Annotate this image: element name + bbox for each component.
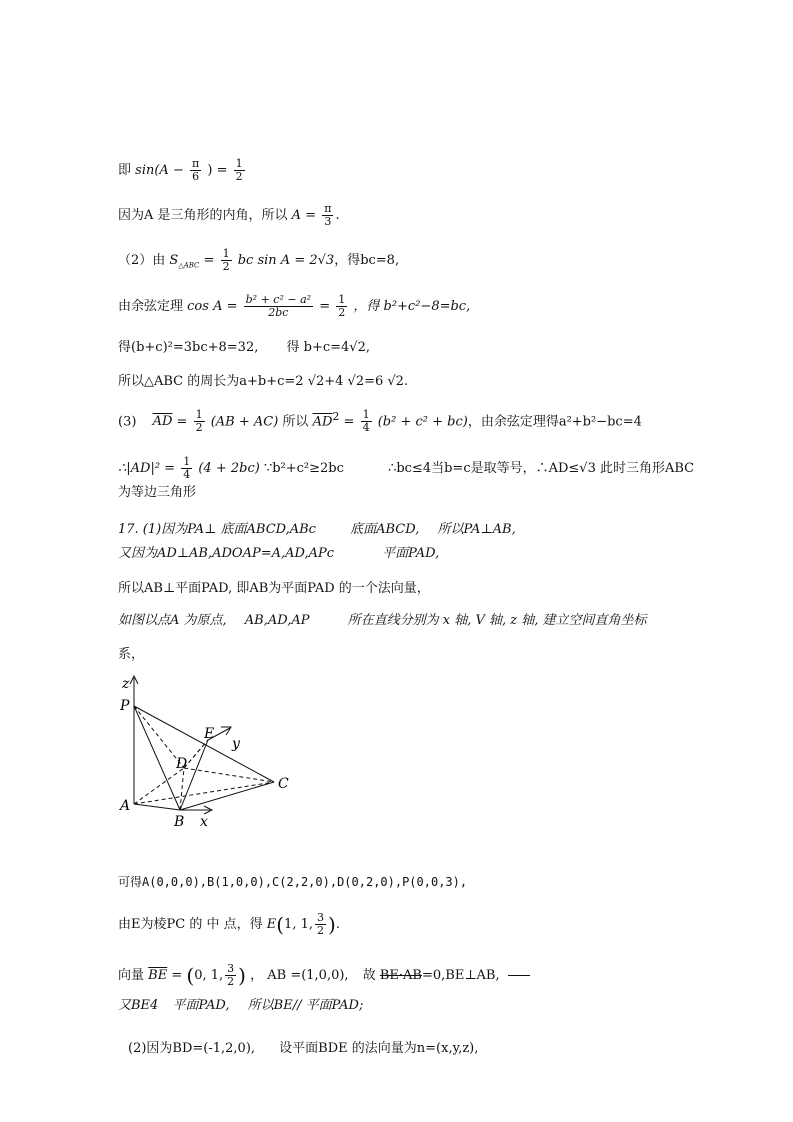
text: 平面PAD, (382, 546, 440, 561)
text: 所以BE// (247, 998, 302, 1013)
text: 得 b+c=4√2, (286, 340, 370, 355)
text-line-6: 所以△ABC 的周长为a+b+c=2 √2+4 √2=6 √2. (118, 374, 409, 389)
fraction: $\frac{3}{2}$ (227, 962, 235, 988)
math: (b² + c² + bc) (377, 414, 468, 430)
label-B: B (174, 814, 185, 830)
text-line-13 (118, 612, 647, 630)
edge-AD (134, 768, 184, 804)
label-D: D (176, 756, 188, 772)
math-superscript: 2 (332, 410, 340, 423)
vector: $\overline{BE}$ (148, 968, 168, 983)
label-z: z (122, 676, 130, 692)
struck-text: BE·AB (379, 968, 422, 983)
text: 又因为AD⊥AB,ADOAP=A,AD,APc (118, 546, 335, 561)
label-y: y (232, 736, 240, 752)
fraction: $\frac{1}{2}$ (338, 293, 346, 319)
fraction: $\frac{\pi}{3}$ (324, 202, 332, 228)
text-line-17 (118, 963, 530, 988)
text-line-2 (118, 203, 340, 228)
text-line-11 (118, 545, 439, 563)
text: 17. (1)因为PA⊥ 底面ABCD,ABc (118, 522, 316, 537)
text-line-14: 系， (118, 647, 145, 662)
math: S (169, 253, 179, 268)
text-line-15: 可得A(0,0,0),B(1,0,0),C(2,2,0),D(0,2,0),P(0,0,3), (118, 875, 468, 889)
math: = (171, 968, 183, 983)
fraction: $\frac{\text{b² + c² − a²}}{2bc}$ (245, 293, 312, 319)
text-line-16 (118, 912, 340, 937)
math: = (319, 299, 331, 314)
text-line-18 (118, 997, 363, 1015)
math-subscript: △ABC (178, 261, 200, 270)
text: 由余弦定理 (118, 299, 184, 314)
math: bc sin A = 2√3 (237, 253, 335, 268)
math: = (176, 414, 188, 430)
vector: $\overline{AD}$ (312, 414, 333, 430)
text: 故 (362, 968, 376, 983)
fraction: $\frac{1}{2}$ (222, 247, 230, 273)
label-x: x (200, 814, 208, 830)
text: 所在直线分别为 x 轴, V 轴, z 轴, 建立空间直角坐标 (347, 613, 647, 628)
fraction: $\frac{1}{2}$ (235, 157, 243, 183)
math: sin(A − (135, 163, 184, 178)
math: = (203, 253, 215, 268)
fraction: $\frac{1}{4}$ (362, 408, 370, 435)
text: 即 (118, 163, 132, 178)
fraction: $\frac{1}{4}$ (183, 455, 191, 481)
text-line-7 (118, 408, 642, 434)
right-paren: ) (328, 912, 336, 937)
text: . (335, 208, 340, 223)
text-line-19 (118, 1040, 478, 1058)
text: 由E为棱PC 的 中 点，得 (118, 917, 263, 932)
text: =0,BE⊥AB, (421, 968, 500, 983)
equation-line-1 (118, 158, 247, 183)
left-paren: ( (186, 963, 195, 988)
label-E: E (204, 726, 215, 742)
text-line-5 (118, 339, 370, 357)
text: 平面PAD, (172, 998, 230, 1013)
text: 设平面BDE 的法向量为n=(x,y,z), (279, 1041, 479, 1056)
text: 因为A 是三角形的内角，所以 (118, 208, 288, 223)
math: ∴|AD|² = (118, 461, 176, 476)
math: ) = (207, 163, 228, 178)
text: ∵b²+c²≥2bc (263, 461, 344, 476)
math: = (343, 414, 355, 430)
math: (4 + 2bc) (198, 461, 260, 476)
text: ，由余弦定理得a²+b²−bc=4 (467, 414, 642, 430)
math: (AB + AC) (210, 414, 279, 430)
text: 得(b+c)²=3bc+8=32, (118, 340, 259, 355)
vector: $\overline{AD}$ (152, 414, 173, 430)
text-line-12: 所以AB⊥平面PAD, 即AB为平面PAD 的一个法向量， (118, 581, 430, 596)
pyramid-diagram (118, 672, 298, 832)
fraction: $\frac{1}{2}$ (195, 408, 203, 435)
fraction: $\frac{3}{2}$ (317, 911, 324, 937)
text: 平面PAD; (305, 998, 364, 1013)
text-line-10 (118, 521, 516, 539)
math: 1, 1, (284, 917, 313, 932)
label-A: A (120, 798, 131, 814)
text-line-3 (118, 248, 399, 275)
label-C: C (278, 776, 289, 792)
math: cos A = (187, 299, 238, 314)
text: ，得 b²+c²−8=bc, (353, 299, 471, 314)
text: ， AB =(1,0,0), (250, 968, 349, 983)
math: E (266, 917, 277, 932)
dash (508, 975, 530, 976)
edge-PB (134, 706, 180, 810)
math: A = (291, 208, 317, 223)
text: (3) (118, 414, 137, 430)
text: 底面ABCD, (350, 522, 420, 537)
math: 0, 1, (194, 968, 224, 983)
edge-AB (134, 804, 180, 810)
text: （2）由 (118, 253, 166, 268)
left-paren: ( (276, 912, 285, 937)
text: ，得bc=8, (334, 253, 400, 268)
fraction: $\frac{\pi}{6}$ (191, 157, 200, 183)
text: AB,AD,AP (244, 613, 310, 628)
label-P: P (120, 698, 130, 714)
edge-BC (180, 782, 274, 810)
edge-AC (134, 782, 274, 804)
text: (2)因为BD=(-1,2,0), (128, 1041, 256, 1056)
axis-y-hidden (184, 740, 208, 768)
text-line-8 (118, 456, 694, 481)
text-line-4 (118, 294, 470, 319)
right-paren: ) (238, 963, 246, 988)
text: 又BE4 (118, 998, 159, 1013)
text: 如图以点A 为原点, (118, 613, 227, 628)
text: 所以PA⊥AB, (437, 522, 516, 537)
text: 所以 (282, 414, 309, 430)
text-line-9: 为等边三角形 (118, 485, 197, 500)
text: 向量 (118, 968, 145, 983)
text: ∴bc≤4当b=c是取等号，∴AD≤√3 此时三角形ABC (388, 461, 695, 476)
text: . (335, 917, 340, 932)
edge-BE (180, 740, 208, 810)
